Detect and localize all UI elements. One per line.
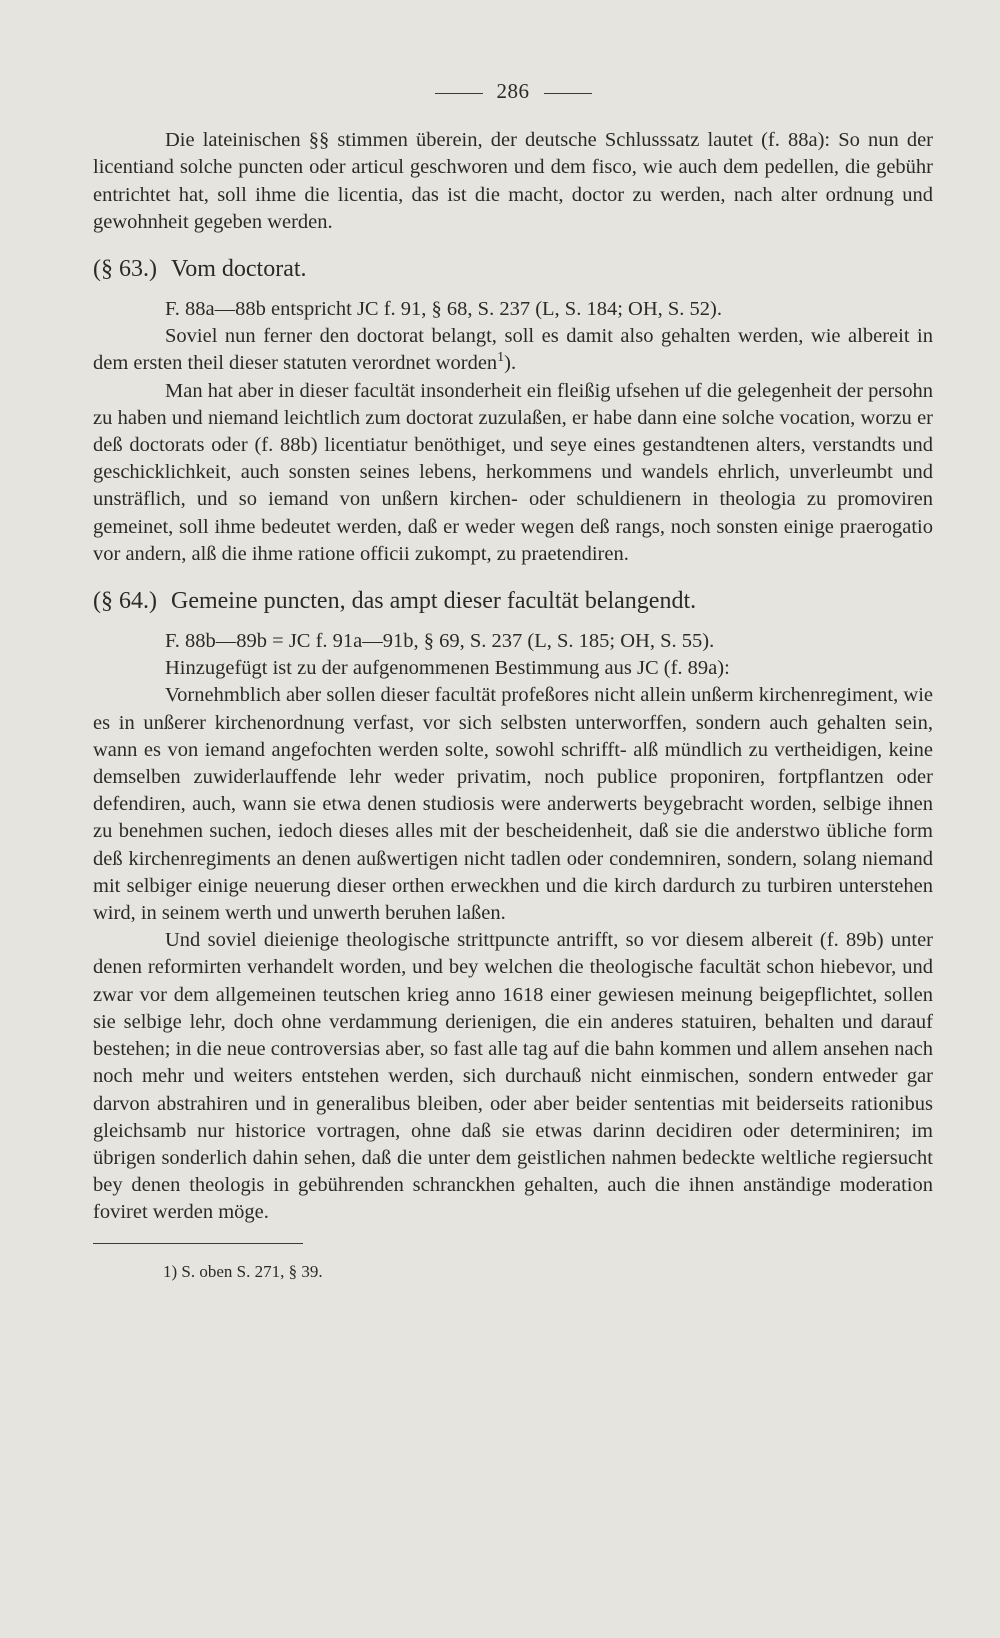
footnote: 1) S. oben S. 271, § 39. xyxy=(163,1261,323,1281)
section-64-number: (§ 64.) xyxy=(93,588,157,615)
footnote-rule xyxy=(93,1243,303,1244)
page-number-text: 286 xyxy=(496,79,530,103)
page-body xyxy=(93,78,933,1285)
section-63-paragraph-1-end: ). xyxy=(504,352,517,375)
section-64-paragraph-2: Und soviel dieienige theologische strittpuncte antrifft, so vor diesem albereit (f. 89b) unter denen reformirten verhandelt worden, und bey welchen die theologische facultät schon hiebevor, und zwar vor dem allgemeinen teutschen krieg anno 1618 einer gewiesen meinung beigepflichtet, sollen sie selbige lehr, doch ohne verdammung derienigen, die ein anderes statuiren, behalten und darauf bestehen; in die neue controversias aber, so fast alle tag auf die bahn kommen und allem ansehen nach noch mehr und weiters entstehen werden, sich durchauß nicht einmischen, sondern entweder gar darvon abstrahiren und in generalibus bleiben, oder aber beider sententias mit beiderseits rationibus gleichsamb nur historice vortragen, ohne daß sie etwas darinn decidiren oder determiniren; im übrigen sonderlich dahin sehen, daß die unter dem geistlichen nahmen bedeckte weltliche regiersucht bey denen theologis in gebührenden schranckhen gehalten, auch die ihnen anständige moderation foviret werden möge. xyxy=(93,929,933,1224)
folio-dash-left xyxy=(435,93,483,94)
section-63-heading xyxy=(93,254,933,284)
section-63-paragraph-1 xyxy=(93,323,933,377)
section-64-heading xyxy=(93,586,933,616)
section-64-note: Hinzugefügt ist zu der aufgenommenen Bestimmung aus JC (f. 89a): xyxy=(165,657,730,680)
folio-dash-right xyxy=(544,93,592,94)
section-64-title: Gemeine puncten, das ampt dieser facultät belangendt. xyxy=(170,588,697,615)
section-63-number: (§ 63.) xyxy=(93,256,157,283)
section-63-title: Vom doctorat. xyxy=(170,256,307,283)
footnote-reference: 1 xyxy=(497,350,505,366)
page-number xyxy=(93,78,933,105)
section-64-paragraph-1: Vornehmblich aber sollen dieser facultät profeßores nicht allein unßerm kirchenregiment, wie es in unßerer kirchenordnung verfast, vor sich selbsten unterworffen, sondern auch gehalten sein, wann es von iemand angefochten werden solte, sowohl schrifft- alß mündlich zu vertheidigen, keine demselben zuwiderlauffende lehr weder privatim, noch publice proponiren, fortpflantzen oder defendiren, auch, wann sie etwa denen studiosis were anderwerts beygebracht worden, selbige ihnen zu benehmen suchen, iedoch dieses alles mit der bescheidenheit, daß sie die anderstwo übliche form deß kirchenregiments an denen außwertigen nicht tadlen oder condemniren, sondern, solang niemand mit selbiger einige neuerung dieser orthen erweckhen und die kirch dardurch zu turbiren unterstehen wird, in seinem werth und unwerth beruhen laßen. xyxy=(93,684,933,925)
intro-paragraph: Die lateinischen §§ stimmen überein, der deutsche Schlusssatz lautet (f. 88a): So nun der licentiand solche puncten oder articul geschworen und dem fisco, wie auch dem pedellen, die gebühr entrichtet hat, soll ihme die licentia, das ist die macht, doctor zu werden, nach alter ordnung und gewohnheit gegeben werden. xyxy=(93,129,933,233)
section-63-source: F. 88a—88b entspricht JC f. 91, § 68, S. 237 (L, S. 184; OH, S. 52). xyxy=(165,298,722,321)
section-64-source: F. 88b—89b = JC f. 91a—91b, § 69, S. 237 (L, S. 185; OH, S. 55). xyxy=(165,630,715,653)
section-63-paragraph-2: Man hat aber in dieser facultät insonderheit ein fleißig ufsehen uf die gelegenheit der persohn zu haben und niemand leichtlich zum doctorat zuzulaßen, er habe dann eine solche vocation, worzu er deß doctorats oder (f. 88b) licentiatur benöthiget, und seye eines gestandtenen alters, verstandts und geschicklichkeit, auch sonsten seines lebens, herkommens und wandels ehrlich, unverleumbt und unsträflich, und so iemand von unßern kirchen- oder schuldienern in theologia zu promoviren gemeinet, soll ihme bedeutet werden, daß er weder wegen deß rangs, noch sonsten einige praerogatio vor andern, alß die ihme ratione officii zukompt, zu praetendiren. xyxy=(93,379,933,565)
section-63-paragraph-1-text: Soviel nun ferner den doctorat belangt, soll es damit also gehalten werden, wie albereit in dem ersten theil dieser statuten verordnet worden xyxy=(93,325,933,375)
